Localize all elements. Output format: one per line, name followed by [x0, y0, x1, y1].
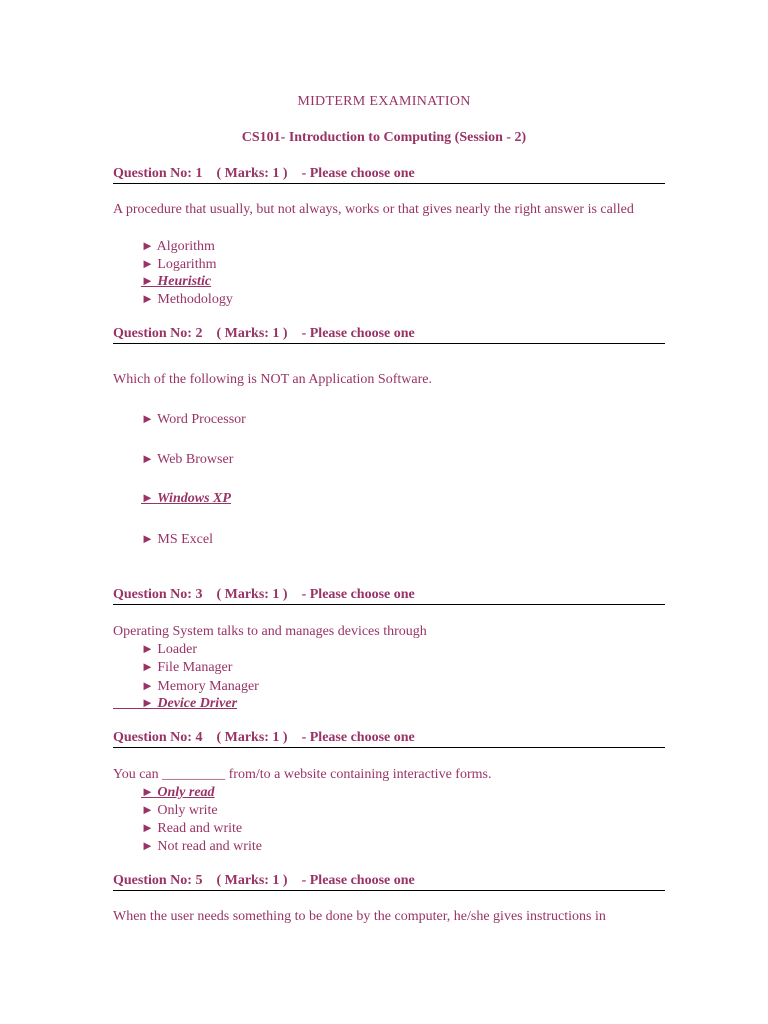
option-label: Loader — [157, 642, 198, 657]
question-1-heading: Question No: 1 ( Marks: 1 ) - Please choose one — [113, 166, 665, 184]
question-3-option-2[interactable] — [141, 658, 232, 676]
arrow-right-icon: ► — [141, 784, 154, 799]
question-1-text: A procedure that usually, but not always, works or that gives nearly the right answer is called — [113, 202, 634, 217]
option-label: Only write — [157, 803, 218, 818]
question-1-option-4[interactable] — [141, 290, 233, 308]
question-4-option-3[interactable] — [141, 819, 242, 837]
option-label: MS Excel — [157, 532, 213, 547]
option-label: Windows XP — [157, 491, 231, 506]
question-2-option-2[interactable] — [141, 450, 233, 468]
question-3-option-3[interactable] — [141, 677, 259, 695]
arrow-right-icon: ► — [141, 238, 154, 253]
arrow-right-icon: ► — [141, 451, 154, 466]
arrow-right-icon: ► — [141, 411, 154, 426]
option-label: Methodology — [157, 292, 233, 307]
question-4-heading: Question No: 4 ( Marks: 1 ) - Please choose one — [113, 730, 665, 748]
question-1-option-1[interactable] — [141, 237, 215, 255]
exam-subtitle: CS101- Introduction to Computing (Session - 2) — [241, 130, 527, 145]
arrow-right-icon: ► — [141, 531, 154, 546]
arrow-right-icon: ► — [141, 256, 154, 271]
option-label: Read and write — [157, 821, 243, 836]
arrow-right-icon: ► — [141, 820, 154, 835]
option-label: Not read and write — [157, 839, 262, 854]
question-4-text: You can _________ from/to a website containing interactive forms. — [113, 767, 492, 782]
question-1-option-3-answer[interactable] — [141, 272, 211, 290]
arrow-right-icon: ► — [141, 802, 154, 817]
question-3-text: Operating System talks to and manages devices through — [113, 624, 427, 639]
arrow-right-icon: ► — [141, 291, 154, 306]
question-3-heading: Question No: 3 ( Marks: 1 ) - Please choose one — [113, 587, 665, 605]
question-3-option-4-answer[interactable] — [141, 694, 237, 712]
question-2-option-4[interactable] — [141, 530, 213, 548]
arrow-right-icon: ► — [141, 273, 154, 288]
arrow-right-icon: ► — [141, 490, 154, 505]
option-label: Word Processor — [157, 412, 246, 427]
question-4-option-4[interactable] — [141, 837, 262, 855]
question-3-option-1[interactable] — [141, 640, 197, 658]
option-label: File Manager — [157, 660, 233, 675]
arrow-right-icon: ► — [141, 678, 154, 693]
question-1-option-2[interactable] — [141, 255, 216, 273]
exam-title: MIDTERM EXAMINATION — [297, 94, 471, 109]
question-2-text: Which of the following is NOT an Application Software. — [113, 372, 432, 387]
option-label: Only read — [157, 785, 215, 800]
question-2-option-1[interactable] — [141, 410, 246, 428]
option-label: Logarithm — [157, 257, 217, 272]
answer-lead-rule — [113, 694, 141, 709]
question-4-option-2[interactable] — [141, 801, 218, 819]
question-4-option-1-answer[interactable] — [141, 783, 215, 801]
arrow-right-icon: ► — [141, 659, 154, 674]
question-2-option-3-answer[interactable] — [141, 489, 231, 507]
arrow-right-icon: ► — [141, 695, 154, 710]
option-label: Device Driver — [157, 696, 238, 711]
question-2-heading: Question No: 2 ( Marks: 1 ) - Please choose one — [113, 326, 665, 344]
option-label: Web Browser — [157, 452, 234, 467]
option-label: Algorithm — [156, 239, 215, 254]
question-5-text: When the user needs something to be done by the computer, he/she gives instructions in — [113, 909, 606, 924]
option-label: Heuristic — [157, 274, 212, 289]
option-label: Memory Manager — [157, 679, 259, 694]
question-5-heading: Question No: 5 ( Marks: 1 ) - Please choose one — [113, 873, 665, 891]
arrow-right-icon: ► — [141, 641, 154, 656]
arrow-right-icon: ► — [141, 838, 154, 853]
